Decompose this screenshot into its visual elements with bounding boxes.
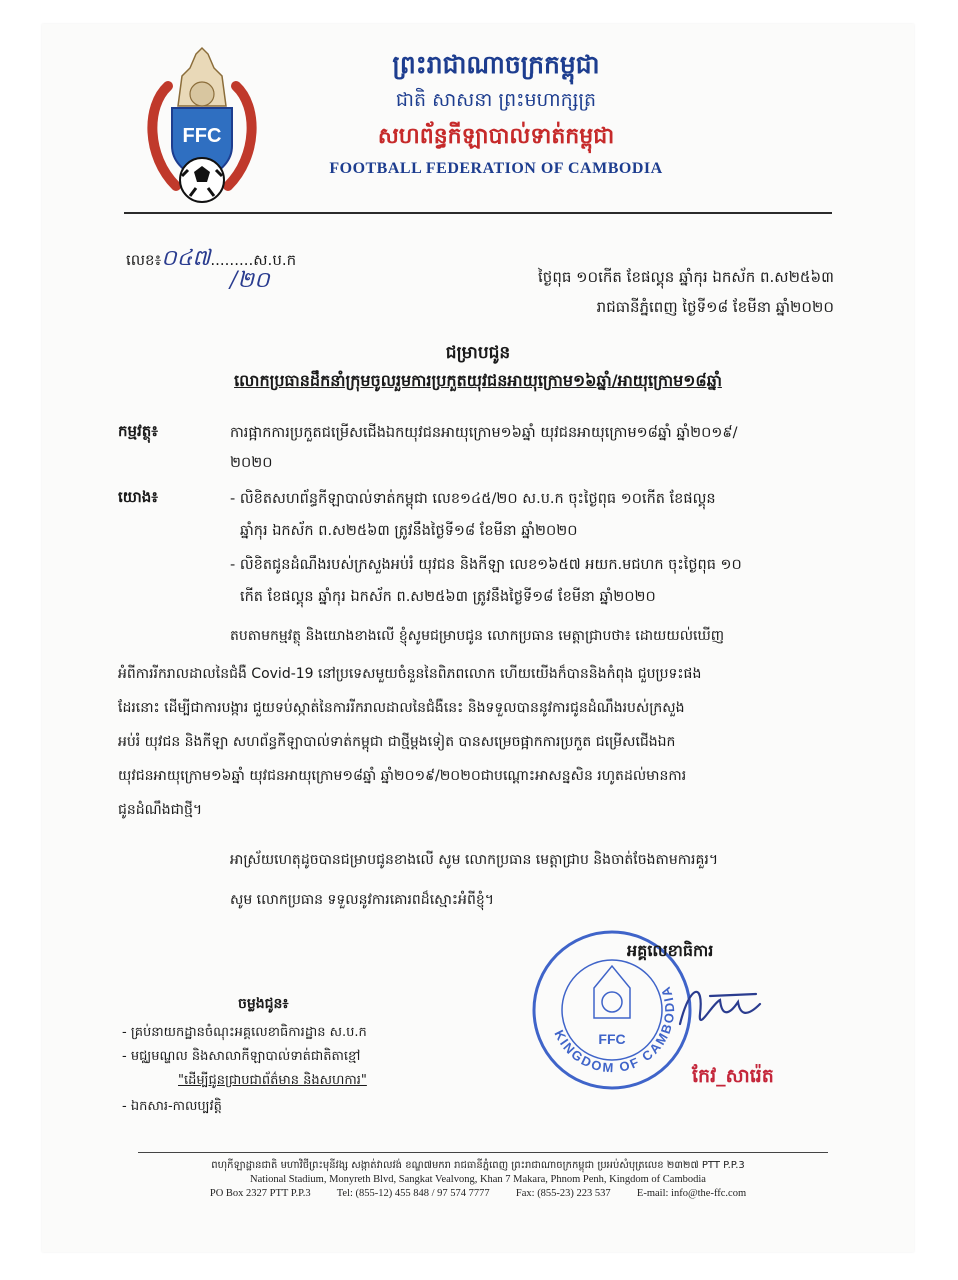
lunar-date: ថ្ងៃពុធ ១០កើត ខែផល្គុន ឆ្នាំកុរ ឯកស័ក ព.ស២៥៦៣ <box>538 268 834 286</box>
signatory-name: កែវ_សារ៉េត <box>692 1065 774 1087</box>
body-line-6: ជូនដំណឹងជាថ្មី។ <box>118 802 203 818</box>
svg-text:KINGDOM OF CAMBODIA: KINGDOM OF CAMBODIA <box>551 983 678 1076</box>
federation-khmer-name: សហព័ន្ធកីឡាបាល់ទាត់កម្ពុជា <box>377 124 615 149</box>
footer-divider <box>138 1152 828 1153</box>
subject-label: កម្មវត្ថុ៖ <box>118 422 158 440</box>
svg-text:FFC: FFC <box>598 1031 626 1047</box>
body-line-2: អំពីការរីករាលដាលនៃជំងឺ Covid-19 នៅប្រទេសមួយចំនួននៃពិភពលោក ហើយយើងក៏បាននិងកំពុង ជួបប្រទះផង <box>118 666 702 682</box>
header-divider <box>124 212 832 214</box>
ffc-logo-icon <box>138 46 266 206</box>
reference-handwritten-year: /២០ <box>230 268 270 293</box>
reference-handwritten-number: ០៤៧ <box>161 246 211 271</box>
handwritten-signature-icon <box>660 974 780 1044</box>
reference-item-1-line-1: - លិខិតសហព័ន្ធកីឡាបាល់ទាត់កម្ពុជា លេខ១៤៥/២០ ស.ប.ក ចុះថ្ងៃពុធ ១០កើត ខែផល្គុន <box>230 491 716 507</box>
subject-line-1: ការផ្អាកការប្រកួតជម្រើសជើងឯកយុវជនអាយុក្រោម១៦ឆ្នាំ យុវជនអាយុក្រោម១៨ឆ្នាំ ឆ្នាំ២០១៩/ <box>230 425 738 441</box>
national-motto: ជាតិ សាសនា ព្រះមហាក្សត្រ <box>395 89 597 111</box>
reference-label: លេខ៖ <box>126 251 162 269</box>
reference-item-1-line-2: ឆ្នាំកុរ ឯកស័ក ព.ស២៥៦៣ ត្រូវនឹងថ្ងៃទី១៨ ខែមីនា ឆ្នាំ២០២០ <box>240 523 578 539</box>
solar-date: រាជធានីភ្នំពេញ ថ្ងៃទី១៨ ខែមីនា ឆ្នាំ២០២០ <box>596 298 834 316</box>
body-closing: សូម លោកប្រធាន ទទួលនូវការគោរពដ៏ស្មោះអំពីខ្ញុំ។ <box>230 892 494 908</box>
cc-item-3: - ឯកសារ-កាលប្បវត្តិ <box>122 1099 222 1114</box>
footer-contacts: PO Box 2327 PTT P.P.3 Tel: (855-12) 455 848 / 97 574 7777 Fax: (855-23) 223 537 E-mail: info@the-ffc.com <box>209 1188 747 1199</box>
signatory-title: អគ្គលេខាធិការ <box>627 941 714 960</box>
subject-line-2: ២០២០ <box>230 455 273 471</box>
footer-address-khmer: ពហុកីឡាដ្ឋានជាតិ មហាវិថីព្រះមុនីវង្ស សង្កាត់វាលវង់ ខណ្ឌ៧មករា រាជធានីភ្នំពេញ ព្រះរាជាណាចក្រកម្ពុជា ប្រអប់សំបុត្រលេខ ២៣២៧ PTT P.P.3 <box>211 1160 745 1171</box>
body-line-3: ដែរនោះ ដើម្បីជាការបង្ការ ជួយទប់ស្កាត់នៃការរីករាលដាលនៃជំងឺនេះ និងទទួលបាននូវការជូនដំណឹងរបស់ក្រសួង <box>118 700 685 716</box>
reference-number <box>126 244 296 276</box>
body-line-4: អប់រំ យុវជន និងកីឡា សហព័ន្ធកីឡាបាល់ទាត់កម្ពុជា ជាថ្មីម្ដងទៀត បានសម្រេចផ្អាកការប្រកួត ជម្រើសជើងឯក <box>118 734 676 750</box>
reference-suffix: .........ស.ប.ក <box>210 251 297 269</box>
cc-item-2-note: "ដើម្បីជូនជ្រាបជាព័ត៌មាន និងសហការ" <box>178 1073 367 1088</box>
svg-text:FFC: FFC <box>182 125 222 147</box>
kingdom-title: ព្រះរាជាណាចក្រកម្ពុជា <box>392 50 600 79</box>
cc-item-1: - គ្រប់នាយកដ្ឋានចំណុះអគ្គលេខាធិការដ្ឋាន ស.ប.ក <box>122 1025 367 1040</box>
reference-item-2-line-2: កើត ខែផល្គុន ឆ្នាំកុរ ឯកស័ក ព.ស២៥៦៣ ត្រូវនឹងថ្ងៃទី១៨ ខែមីនា ឆ្នាំ២០២០ <box>240 589 656 605</box>
body-request: អាស្រ័យហេតុដូចបានជម្រាបជូនខាងលើ សូម លោកប្រធាន មេត្តាជ្រាប និងចាត់ចែងតាមការគួរ។ <box>230 852 719 868</box>
addressee-recipient: លោកប្រធានដឹកនាំក្រុមចូលរួមការប្រកួតយុវជនអាយុក្រោម១៦ឆ្នាំ/អាយុក្រោម១៨ឆ្នាំ <box>234 371 722 390</box>
body-line-5: យុវជនអាយុក្រោម១៦ឆ្នាំ យុវជនអាយុក្រោម១៨ឆ្នាំ ឆ្នាំ២០១៩/២០២០ជាបណ្ដោះអាសន្នសិន រហូតដល់មានការ <box>118 768 687 784</box>
cc-item-2: - មជ្ឈមណ្ឌល និងសាលាកីឡាបាល់ទាត់ជាតិតាខ្មៅ <box>122 1049 361 1064</box>
federation-english-name: FOOTBALL FEDERATION OF CAMBODIA <box>329 160 663 177</box>
cc-heading: ចម្លងជូន៖ <box>238 996 289 1012</box>
letter-page <box>42 24 914 1252</box>
reference-item-2-line-1: - លិខិតជូនដំណឹងរបស់ក្រសួងអប់រំ យុវជន និងកីឡា លេខ១៦៥៧ អយក.មជហក ចុះថ្ងៃពុធ ១០ <box>230 557 742 573</box>
body-line-1: តបតាមកម្មវត្ថុ និងយោងខាងលើ ខ្ញុំសូមជម្រាបជូន លោកប្រធាន មេត្តាជ្រាបថា៖ ដោយយល់ឃើញ <box>230 628 725 644</box>
footer-address-english: National Stadium, Monyreth Blvd, Sangkat Vealvong, Khan 7 Makara, Phnom Penh, Kingdom of Cambodia <box>250 1174 706 1185</box>
addressee-heading: ជម្រាបជូន <box>445 343 511 363</box>
references-label: យោង៖ <box>118 488 158 506</box>
